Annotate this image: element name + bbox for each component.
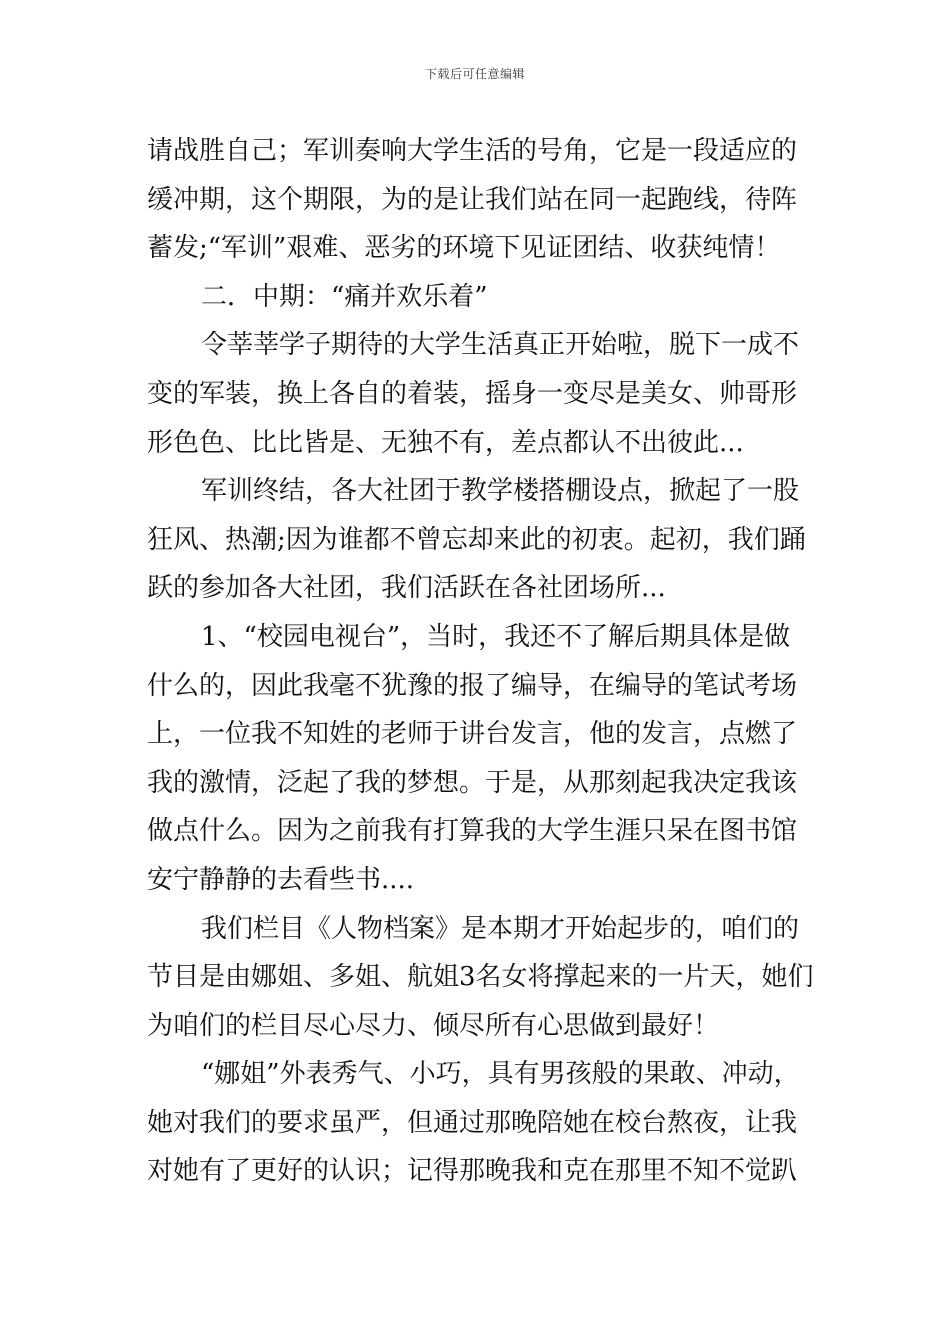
text-line: 安宁静静的去看些书....: [147, 864, 415, 895]
text-line: 军训终结，各大社团于教学楼搭棚设点，掀起了一股: [201, 476, 800, 507]
document-body: [147, 127, 837, 1196]
text-line: 对她有了更好的认识；记得那晚我和克在那里不知不觉趴: [147, 1156, 798, 1187]
text-line: 蓄发;“军训”艰难、恶劣的环境下见证团结、收获纯情！: [147, 233, 781, 264]
text-line: 形色色、比比皆是、无独不有，差点都认不出彼此...: [147, 427, 744, 458]
text-line: 做点什么。因为之前我有打算我的大学生涯只呆在图书馆: [147, 816, 798, 847]
text-line: 跃的参加各大社团，我们活跃在各社团场所...: [147, 573, 666, 604]
text-line: 我的激情，泛起了我的梦想。于是，从那刻起我决定我该: [147, 767, 798, 798]
text-line: 令莘莘学子期待的大学生活真正开始啦，脱下一成不: [201, 330, 800, 361]
text-line: “娜姐”外表秀气、小巧，具有男孩般的果敢、冲动，: [201, 1059, 800, 1090]
text-line: 什么的，因此我毫不犹豫的报了编导，在编导的笔试考场: [147, 670, 798, 701]
text-line: 为咱们的栏目尽心尽力、倾尽所有心思做到最好！: [147, 1010, 720, 1041]
page-header: 下载后可任意编辑: [424, 67, 525, 81]
text-line: 请战胜自己；军训奏响大学生活的号角，它是一段适应的: [147, 136, 798, 166]
text-line: 狂风、热潮;因为谁都不曾忘却来此的初衷。起初，我们踊: [147, 524, 806, 555]
text-line: 上，一位我不知姓的老师于讲台发言，他的发言，点燃了: [147, 719, 798, 750]
text-line: 变的军装，换上各自的着装，摇身一变尽是美女、帅哥形: [147, 378, 798, 409]
text-line: 她对我们的要求虽严，但通过那晚陪她在校台熬夜，让我: [147, 1107, 798, 1138]
text-line: 缓冲期，这个期限，为的是让我们站在同一起跑线，待阵: [147, 184, 798, 215]
section-heading: 二．中期：“痛并欢乐着”: [201, 281, 488, 312]
text-line: 1、“校园电视台”，当时，我还不了解后期具体是做: [201, 621, 791, 652]
text-line: 我们栏目《人物档案》是本期才开始起步的，咱们的: [201, 913, 800, 944]
text-line: 节目是由娜姐、多姐、航姐3名女将撑起来的一片天，她们: [147, 962, 814, 993]
